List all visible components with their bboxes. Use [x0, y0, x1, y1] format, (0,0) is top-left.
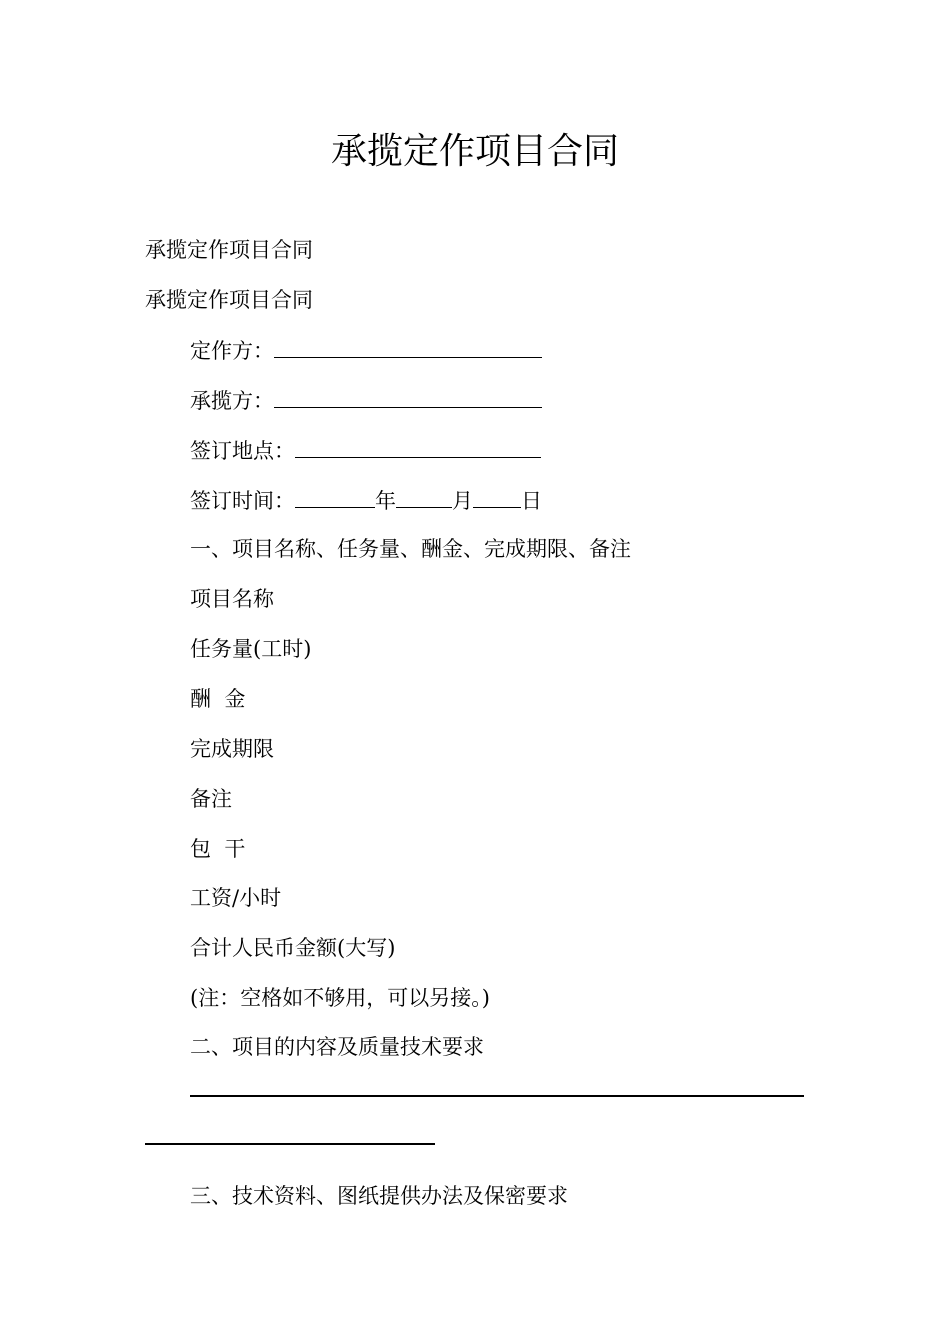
orderer-blank[interactable] — [274, 335, 542, 358]
orderer-label: 定作方： — [190, 339, 274, 363]
signing-time-field — [190, 485, 542, 516]
section-2-fill-line-2[interactable] — [145, 1143, 435, 1145]
orderer-field — [190, 335, 542, 366]
subtitle-line-1: 承揽定作项目合同 — [145, 238, 313, 262]
section-1-note: (注：空格如不够用，可以另接。) — [190, 986, 490, 1010]
item-remarks: 备注 — [190, 787, 232, 811]
day-label: 日 — [521, 489, 542, 513]
contractor-field — [190, 385, 542, 416]
signing-place-field — [190, 435, 541, 466]
item-deadline: 完成期限 — [190, 737, 274, 761]
section-1-heading: 一、项目名称、任务量、酬金、完成期限、备注 — [190, 537, 631, 561]
item-lump-sum: 包 干 — [190, 837, 246, 861]
item-workload: 任务量(工时) — [190, 637, 312, 661]
month-label: 月 — [452, 489, 473, 513]
signing-place-label: 签订地点： — [190, 439, 295, 463]
year-label: 年 — [375, 489, 396, 513]
day-blank[interactable] — [473, 485, 521, 508]
signing-time-label: 签订时间： — [190, 489, 295, 513]
item-project-name: 项目名称 — [190, 587, 274, 611]
document-title: 承揽定作项目合同 — [330, 131, 619, 172]
subtitle-line-2: 承揽定作项目合同 — [145, 288, 313, 312]
section-2-heading: 二、项目的内容及质量技术要求 — [190, 1035, 484, 1059]
section-2-fill-line-1[interactable] — [190, 1095, 804, 1097]
year-blank[interactable] — [295, 485, 375, 508]
signing-place-blank[interactable] — [295, 435, 541, 458]
month-blank[interactable] — [396, 485, 452, 508]
section-3-heading: 三、技术资料、图纸提供办法及保密要求 — [190, 1184, 568, 1208]
contractor-label: 承揽方： — [190, 389, 274, 413]
item-remuneration: 酬 金 — [190, 687, 246, 711]
contractor-blank[interactable] — [274, 385, 542, 408]
item-total-amount: 合计人民币金额(大写) — [190, 936, 396, 960]
item-hourly-wage: 工资/小时 — [190, 886, 282, 910]
